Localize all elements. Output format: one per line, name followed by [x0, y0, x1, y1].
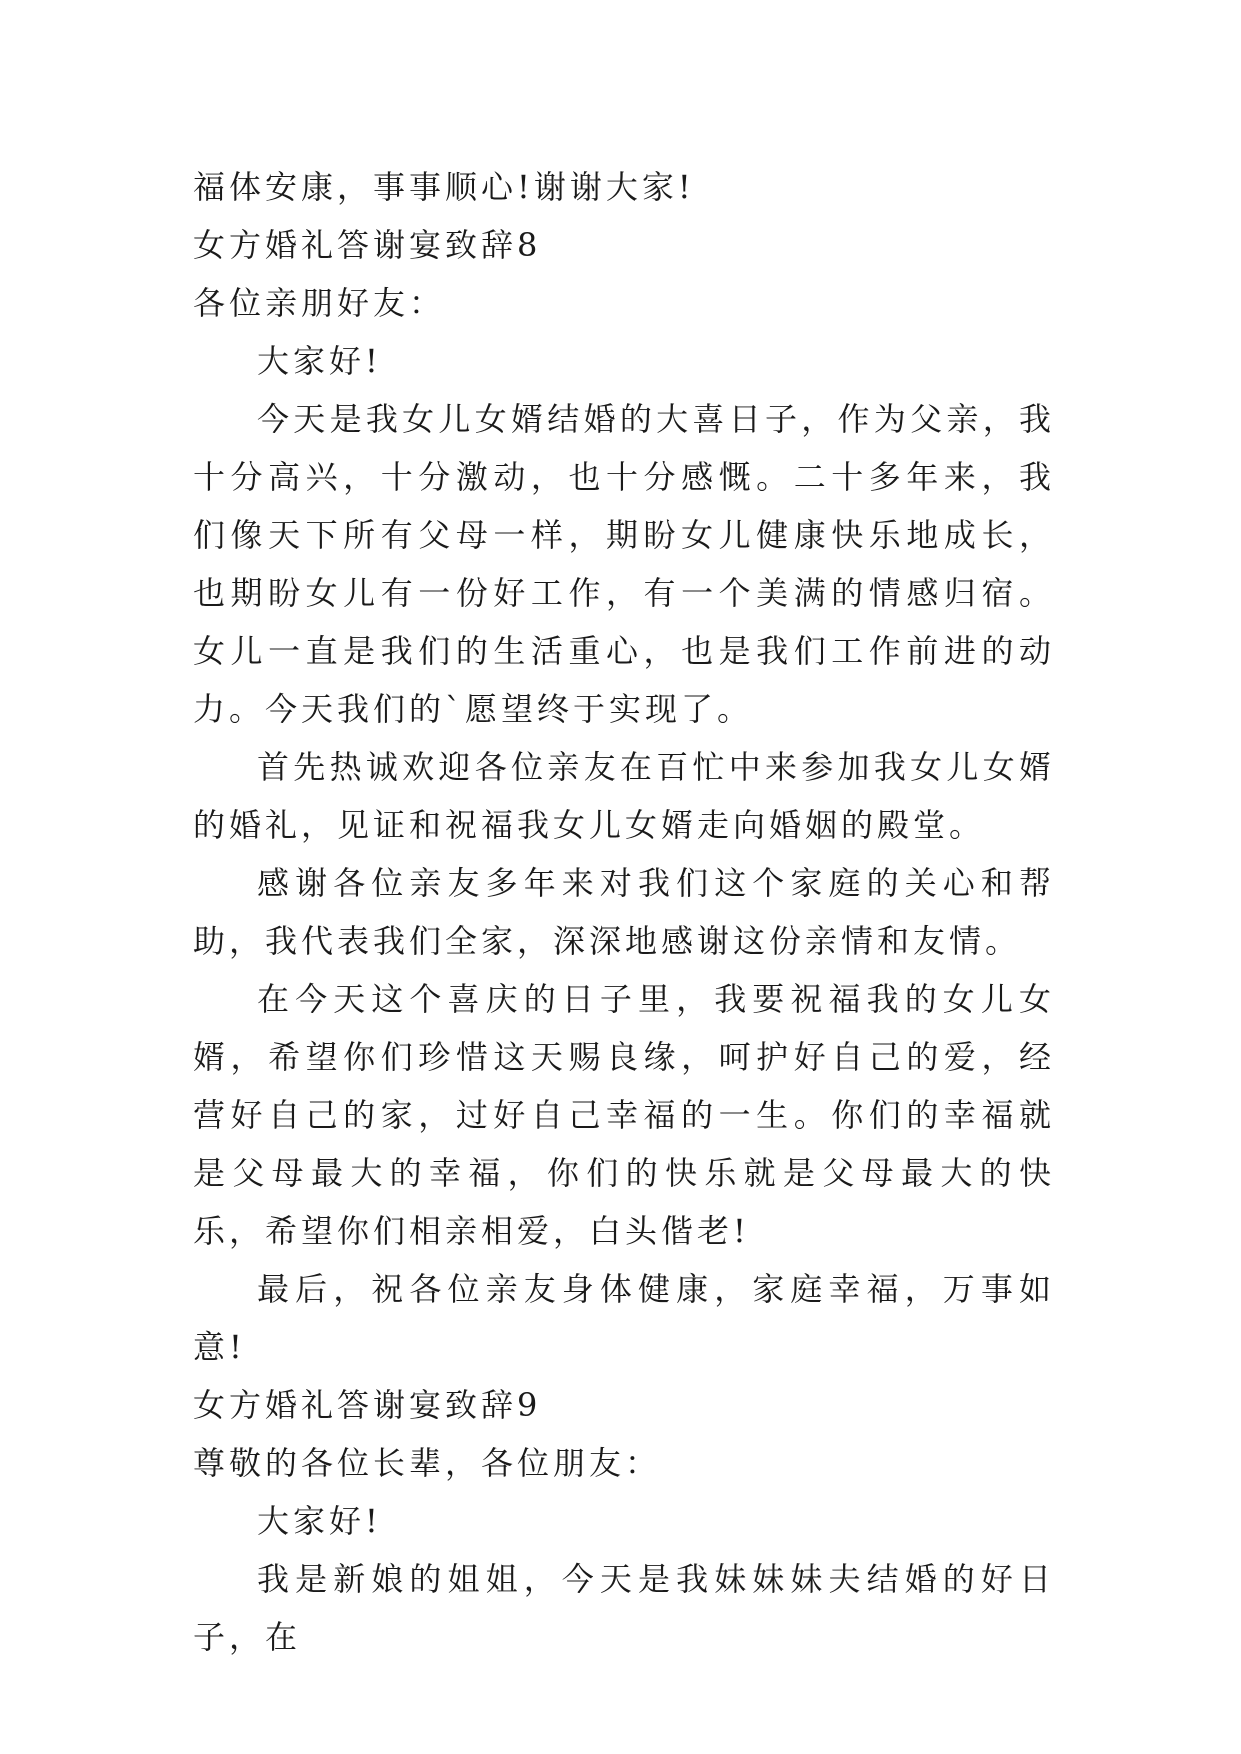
salutation: 各位亲朋好友： [193, 284, 446, 322]
greeting: 大家好! [257, 342, 382, 380]
paragraph-final-wishes: 最后，祝各位亲友身体健康，家庭幸福，万事如意! [193, 1270, 1055, 1366]
document-body [193, 158, 1055, 1666]
paragraph-welcome: 首先热诚欢迎各位亲友在百忙中来参加我女儿女婿的婚礼，见证和祝福我女儿女婿走向婚姻的殿堂。 [193, 748, 1055, 844]
paragraph-opening: 今天是我女儿女婿结婚的大喜日子，作为父亲，我十分高兴，十分激动，也十分感慨。二十多年来，我们像天下所有父母一样，期盼女儿健康快乐地成长，也期盼女儿有一份好工作，有一个美满的情感归宿。女儿一直是我们的生活重心，也是我们工作前进的动力。今天我们的`愿望终于实现了。 [193, 400, 1055, 728]
speech-heading-9: 女方婚礼答谢宴致辞9 [193, 1386, 542, 1424]
speech-heading-8: 女方婚礼答谢宴致辞8 [193, 226, 542, 264]
greeting-9: 大家好! [257, 1502, 382, 1540]
paragraph-sister-intro: 我是新娘的姐姐，今天是我妹妹妹夫结婚的好日子，在 [193, 1560, 1055, 1656]
paragraph-thanks: 感谢各位亲友多年来对我们这个家庭的关心和帮助，我代表我们全家，深深地感谢这份亲情和友情。 [193, 864, 1055, 960]
paragraph-blessing: 在今天这个喜庆的日子里，我要祝福我的女儿女婿，希望你们珍惜这天赐良缘，呵护好自己的爱，经营好自己的家，过好自己幸福的一生。你们的幸福就是父母最大的幸福，你们的快乐就是父母最大的快乐，希望你们相亲相爱，白头偕老! [193, 980, 1055, 1250]
paragraph-closing-blessing: 福体安康，事事顺心!谢谢大家! [193, 168, 695, 206]
salutation-9: 尊敬的各位长辈，各位朋友： [193, 1444, 662, 1482]
